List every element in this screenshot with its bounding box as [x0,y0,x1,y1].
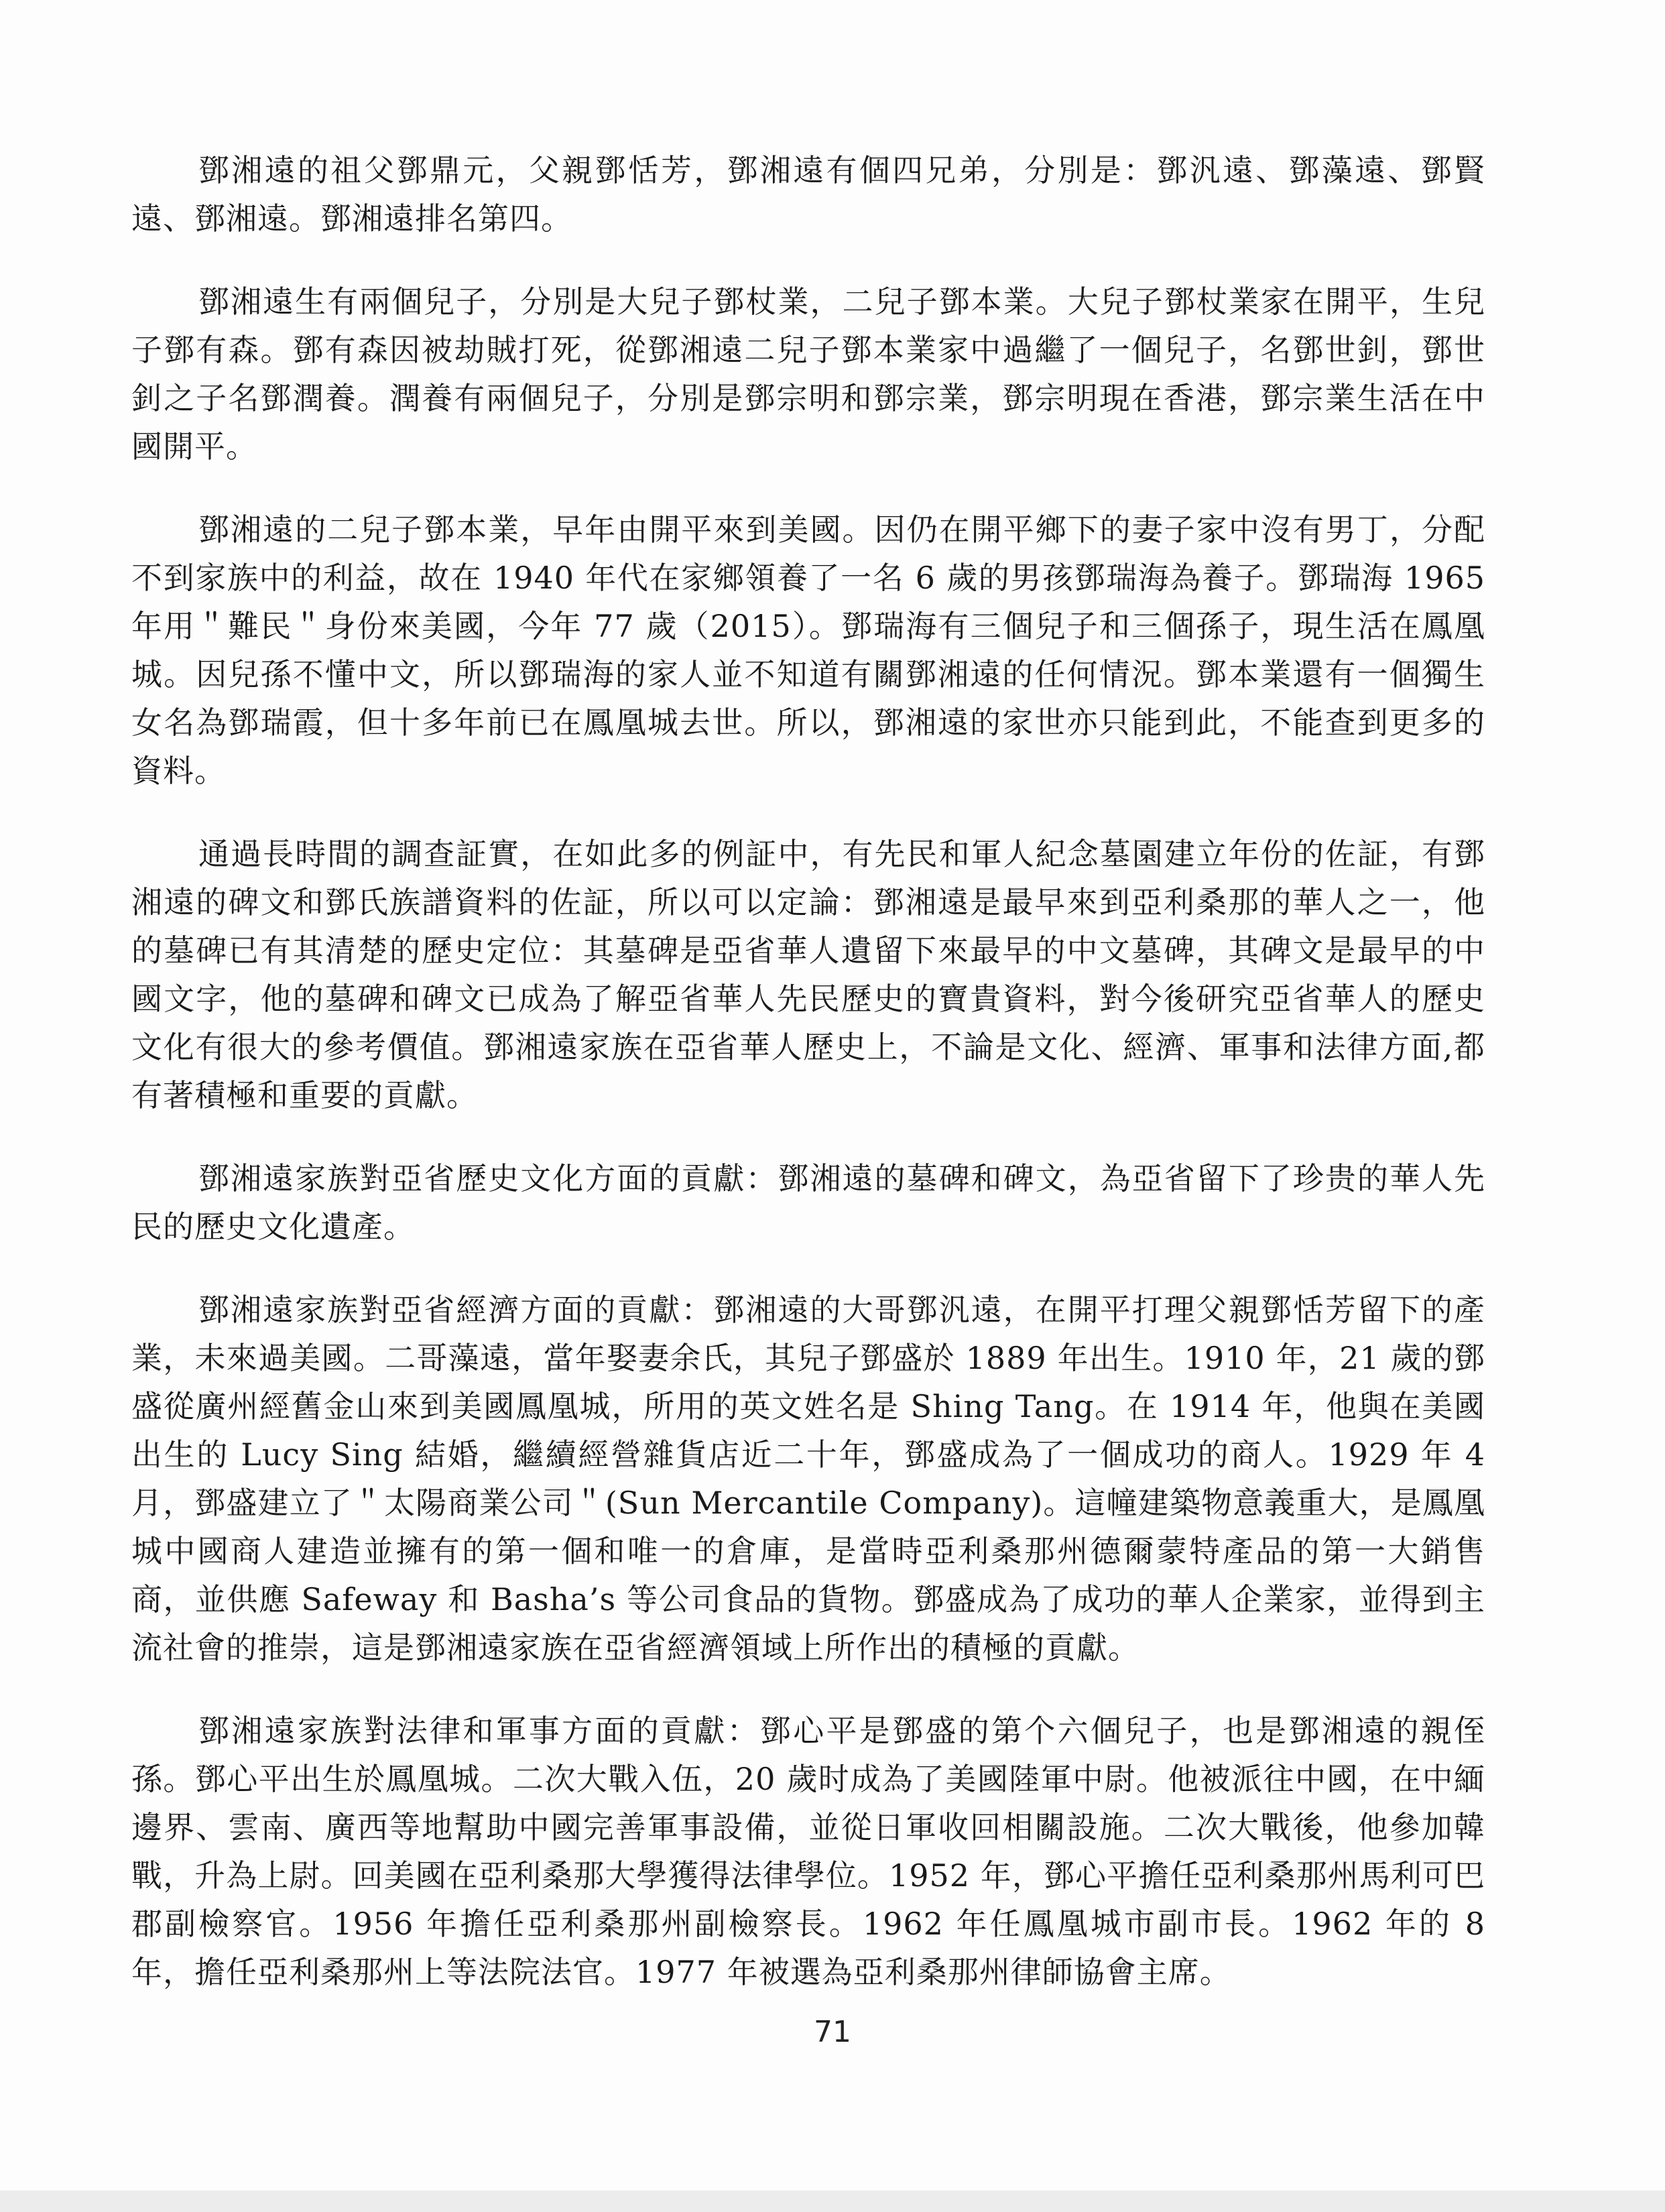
paragraph-cultural-contribution: 鄧湘遠家族對亞省歷史文化方面的貢獻：鄧湘遠的墓碑和碑文，為亞省留下了珍贵的華人先民的歷史文化遺產。 [131,1160,1485,1245]
page-body [131,146,1485,2031]
paragraph-second-son: 鄧湘遠的二兒子鄧本業，早年由開平來到美國。因仍在開平鄉下的妻子家中沒有男丁，分配不到家族中的利益，故在 1940 年代在家鄉領養了一名 6 歲的男孩鄧瑞海為養子。鄧瑞海 1965 年用＂難民＂身份來美國，今年 77 歲（2015）。鄧瑞海有三個兒子和三個孫子，現生活在鳳凰城。因兒孫不懂中文，所以鄧瑞海的家人並不知道有關鄧湘遠的任何情況。鄧本業還有一個獨生女名為鄧瑞霞，但十多年前已在鳳凰城去世。所以，鄧湘遠的家世亦只能到此，不能查到更多的資料。 [131,511,1485,789]
page-number: 71 [814,2015,851,2049]
scan-edge-divider [0,2191,1665,2212]
paragraph-sons: 鄧湘遠生有兩個兒子，分別是大兒子鄧杖業，二兒子鄧本業。大兒子鄧杖業家在開平，生兒子鄧有森。鄧有森因被劫賊打死，從鄧湘遠二兒子鄧本業家中過繼了一個兒子，名鄧世釗，鄧世釗之子名鄧潤養。潤養有兩個兒子，分別是鄧宗明和鄧宗業，鄧宗明現在香港，鄧宗業生活在中國開平。 [131,284,1485,465]
paragraph-legal-military-contribution: 鄧湘遠家族對法律和軍事方面的貢獻：鄧心平是鄧盛的第个六個兒子，也是鄧湘遠的親侄孫。鄧心平出生於鳳凰城。二次大戰入伍，20 歲时成為了美國陸軍中尉。他被派往中國，在中緬邊界、雲南、廣西等地幫助中國完善軍事設備，並從日軍收回相關設施。二次大戰後，他參加韓戰，升為上尉。回美國在亞利桑那大學獲得法律學位。1952 年，鄧心平擔任亞利桑那州馬利可巴郡副檢察官。1956 年擔任亞利桑那州副檢察長。1962 年任鳳凰城市副市長。1962 年的 8 年，擔任亞利桑那州上等法院法官。1977 年被選為亞利桑那州律師協會主席。 [131,1713,1485,1990]
paragraph-conclusion: 通過長時間的調查証實，在如此多的例証中，有先民和軍人紀念墓園建立年份的佐証，有鄧湘遠的碑文和鄧氏族譜資料的佐証，所以可以定論：鄧湘遠是最早來到亞利桑那的華人之一，他的墓碑已有其清楚的歷史定位：其墓碑是亞省華人遺留下來最早的中文墓碑，其碑文是最早的中國文字，他的墓碑和碑文已成為了解亞省華人先民歷史的寶貴資料，對今後研究亞省華人的歷史文化有很大的參考價值。鄧湘遠家族在亞省華人歷史上，不論是文化、經濟、軍事和法律方面,都有著積極和重要的貢獻。 [131,836,1485,1113]
paragraph-family-lineage: 鄧湘遠的祖父鄧鼎元，父親鄧恬芳，鄧湘遠有個四兄弟，分別是：鄧汎遠、鄧藻遠、鄧賢遠、鄧湘遠。鄧湘遠排名第四。 [131,152,1485,237]
paragraph-economic-contribution: 鄧湘遠家族對亞省經濟方面的貢獻：鄧湘遠的大哥鄧汎遠，在開平打理父親鄧恬芳留下的產業，未來過美國。二哥藻遠，當年娶妻余氏，其兒子鄧盛於 1889 年出生。1910 年，21 歲的鄧盛從廣州經舊金山來到美國鳳凰城，所用的英文姓名是 Shing Tang。在 1914 年，他與在美國出生的 Lucy Sing 結婚，繼續經營雜貨店近二十年，鄧盛成為了一個成功的商人。1929 年 4 月，鄧盛建立了＂太陽商業公司＂(Sun Mercantile Company)。這幢建築物意義重大，是鳳凰城中國商人建造並擁有的第一個和唯一的倉庫，是當時亞利桑那州德爾蒙特產品的第一大銷售商，並供應 Safeway 和 Basha’s 等公司食品的貨物。鄧盛成為了成功的華人企業家，並得到主流社會的推崇，這是鄧湘遠家族在亞省經濟領域上所作出的積極的貢獻。 [131,1292,1485,1666]
